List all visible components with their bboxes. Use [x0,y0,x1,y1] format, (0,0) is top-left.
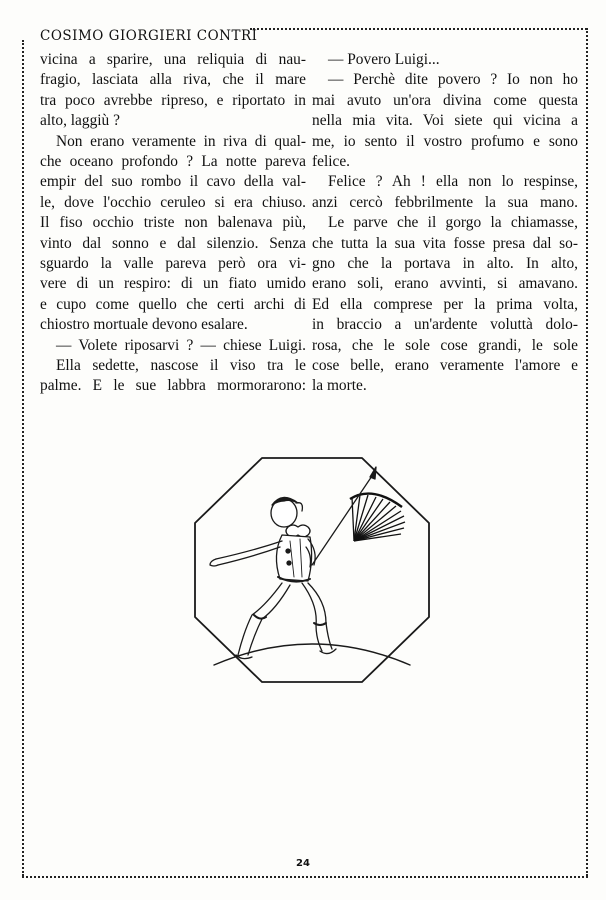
text-line: alto, laggiù ? [40,112,120,130]
page-number: 24 [296,858,310,869]
text-line: sguardo la valle pareva però ora vi- [40,254,306,272]
text-line: le, dove l'occhio ceruleo si era chiuso. [40,193,306,211]
text-line: che tutta la sua vita fosse presa dal so- [312,234,578,252]
text-line: chiostro mortuale devono esalare. [40,316,248,334]
page-border-top [250,28,587,30]
text-line: Ed ella comprese per la prima volta, [312,295,578,313]
text-line: empir del suo rombo il cavo della val- [40,173,306,191]
octagon-frame [195,458,429,682]
text-line: Non erano veramente in riva di qual- [56,132,306,150]
text-line: mai avuto un'ora divina come questa [312,91,578,109]
dancer-illustration [192,455,432,685]
text-line: me, io sento il vostro profumo e sono [312,132,578,150]
text-line: gno che la portava in alto. In alto, [312,254,578,272]
text-line: cose belle, erano veramente l'amore e [312,356,578,374]
text-line: felice. [312,152,351,170]
text-line: Le parve che il gorgo la chiamasse, [328,214,578,232]
text-line: erano soli, erano avvinti, si amavano. [312,275,578,293]
text-line: rosa, che le sole cose grandi, le sole [312,336,578,354]
text-line: palme. E le sue labbra mormorarono: [40,377,306,395]
text-line: tra poco avrebbe ripreso, e riportato in [40,91,306,109]
page-border-right [586,28,588,876]
text-column-right [312,50,578,397]
running-header: COSIMO GIORGIERI CONTRI [40,28,258,44]
text-column-left [40,50,306,397]
text-line: vinto dal sonno e dal silenzio. Senza [40,234,306,252]
text-line: vicina a sparire, una reliquia di nau- [40,51,306,68]
text-line: e cupo come quello che certi archi di [40,295,306,313]
text-line: in braccio a un'ardente voluttà dolo- [312,316,578,334]
text-line: — Povero Luigi... [328,51,440,68]
text-line: nella mia vita. Voi siete qui vicina a [312,112,578,130]
page-border-bottom [22,876,588,878]
text-line: che oceano profondo ? La notte pareva [40,152,306,170]
page-border-left [22,40,24,876]
text-line: Ella sedette, nascose il viso tra le [56,356,306,374]
dancer-figure [210,467,376,659]
text-line: fragio, lasciata alla riva, che il mare [40,71,306,89]
fan-wing [350,494,405,541]
ground-line [214,644,410,665]
text-line: anzi cercò febbrilmente la sua mano. [312,193,578,211]
text-line: Felice ? Ah ! ella non lo respinse, [328,173,578,191]
text-line: la morte. [312,377,367,395]
text-line: vere di un respiro: di un fiato umido [40,275,306,293]
text-line: — Volete riposarvi ? — chiese Luigi. [56,336,306,354]
text-line: Il fiso occhio triste non balenava più, [40,214,306,232]
text-line: — Perchè dite povero ? Io non ho [328,71,578,89]
